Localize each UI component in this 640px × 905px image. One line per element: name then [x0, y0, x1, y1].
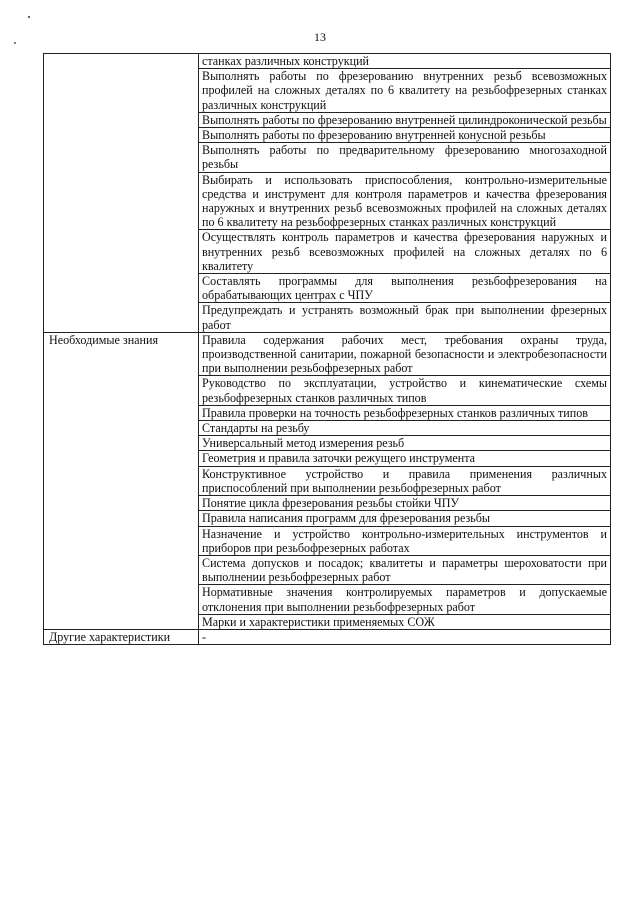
skill-item: Предупреждать и устранять возможный брак при выполнении фрезерных работ — [199, 303, 611, 332]
skills-label-cell — [44, 54, 199, 333]
page-number: 13 — [314, 30, 326, 44]
knowledge-item: Правила написания программ для фрезерования резьбы — [199, 511, 611, 526]
skill-item: Составлять программы для выполнения резьбофрезерования на обрабатывающих центрах с ЧПУ — [199, 274, 611, 303]
knowledge-item: Конструктивное устройство и правила применения различных приспособлений при выполнении резьбофрезерных работ — [199, 466, 611, 495]
other-characteristics-value: - — [199, 629, 611, 644]
knowledge-item: Универсальный метод измерения резьб — [199, 436, 611, 451]
skill-item: Выбирать и использовать приспособления, контрольно-измерительные средства и инструмент для контроля параметров и качества фрезерования наружных и внутренних резьб всевозможных профилей на сложных деталях по 6 квалитету на резьбофрезерных станках различных конструкций — [199, 172, 611, 230]
skill-item: Выполнять работы по фрезерованию внутренней конусной резьбы — [199, 128, 611, 143]
skill-item: станках различных конструкций — [199, 54, 611, 69]
competency-table — [43, 53, 611, 645]
knowledge-item: Стандарты на резьбу — [199, 421, 611, 436]
table-row — [44, 54, 611, 69]
skill-item: Выполнять работы по фрезерованию внутренней цилиндроконической резьбы — [199, 112, 611, 127]
skill-item: Выполнять работы по предварительному фрезерованию многозаходной резьбы — [199, 143, 611, 172]
knowledge-item: Марки и характеристики применяемых СОЖ — [199, 614, 611, 629]
skill-item: Осуществлять контроль параметров и качества фрезерования наружных и внутренних резьб всевозможных профилей на сложных деталях по 6 квалитету — [199, 230, 611, 274]
knowledge-item: Руководство по эксплуатации, устройство и кинематические схемы резьбофрезерных станков различных типов — [199, 376, 611, 405]
knowledge-item: Назначение и устройство контрольно-измерительных инструментов и приборов при резьбофрезерных работах — [199, 526, 611, 555]
knowledge-item: Геометрия и правила заточки режущего инструмента — [199, 451, 611, 466]
table-row — [44, 629, 611, 644]
knowledge-label: Необходимые знания — [44, 332, 199, 629]
table-row — [44, 332, 611, 376]
knowledge-item: Правила проверки на точность резьбофрезерных станков различных типов — [199, 405, 611, 420]
knowledge-item: Нормативные значения контролируемых параметров и допускаемые отклонения при выполнении резьбофрезерных работ — [199, 585, 611, 614]
knowledge-item: Понятие цикла фрезерования резьбы стойки ЧПУ — [199, 496, 611, 511]
knowledge-item: Система допусков и посадок; квалитеты и параметры шероховатости при выполнении резьбофрезерных работ — [199, 555, 611, 584]
knowledge-item: Правила содержания рабочих мест, требования охраны труда, производственной санитарии, пожарной безопасности и электробезопасности при выполнении резьбофрезерных работ — [199, 332, 611, 376]
other-characteristics-label: Другие характеристики — [44, 629, 199, 644]
scan-speck — [28, 16, 30, 18]
skill-item: Выполнять работы по фрезерованию внутренних резьб всевозможных профилей на сложных деталях по 6 квалитету на резьбофрезерных станках различных конструкций — [199, 69, 611, 113]
